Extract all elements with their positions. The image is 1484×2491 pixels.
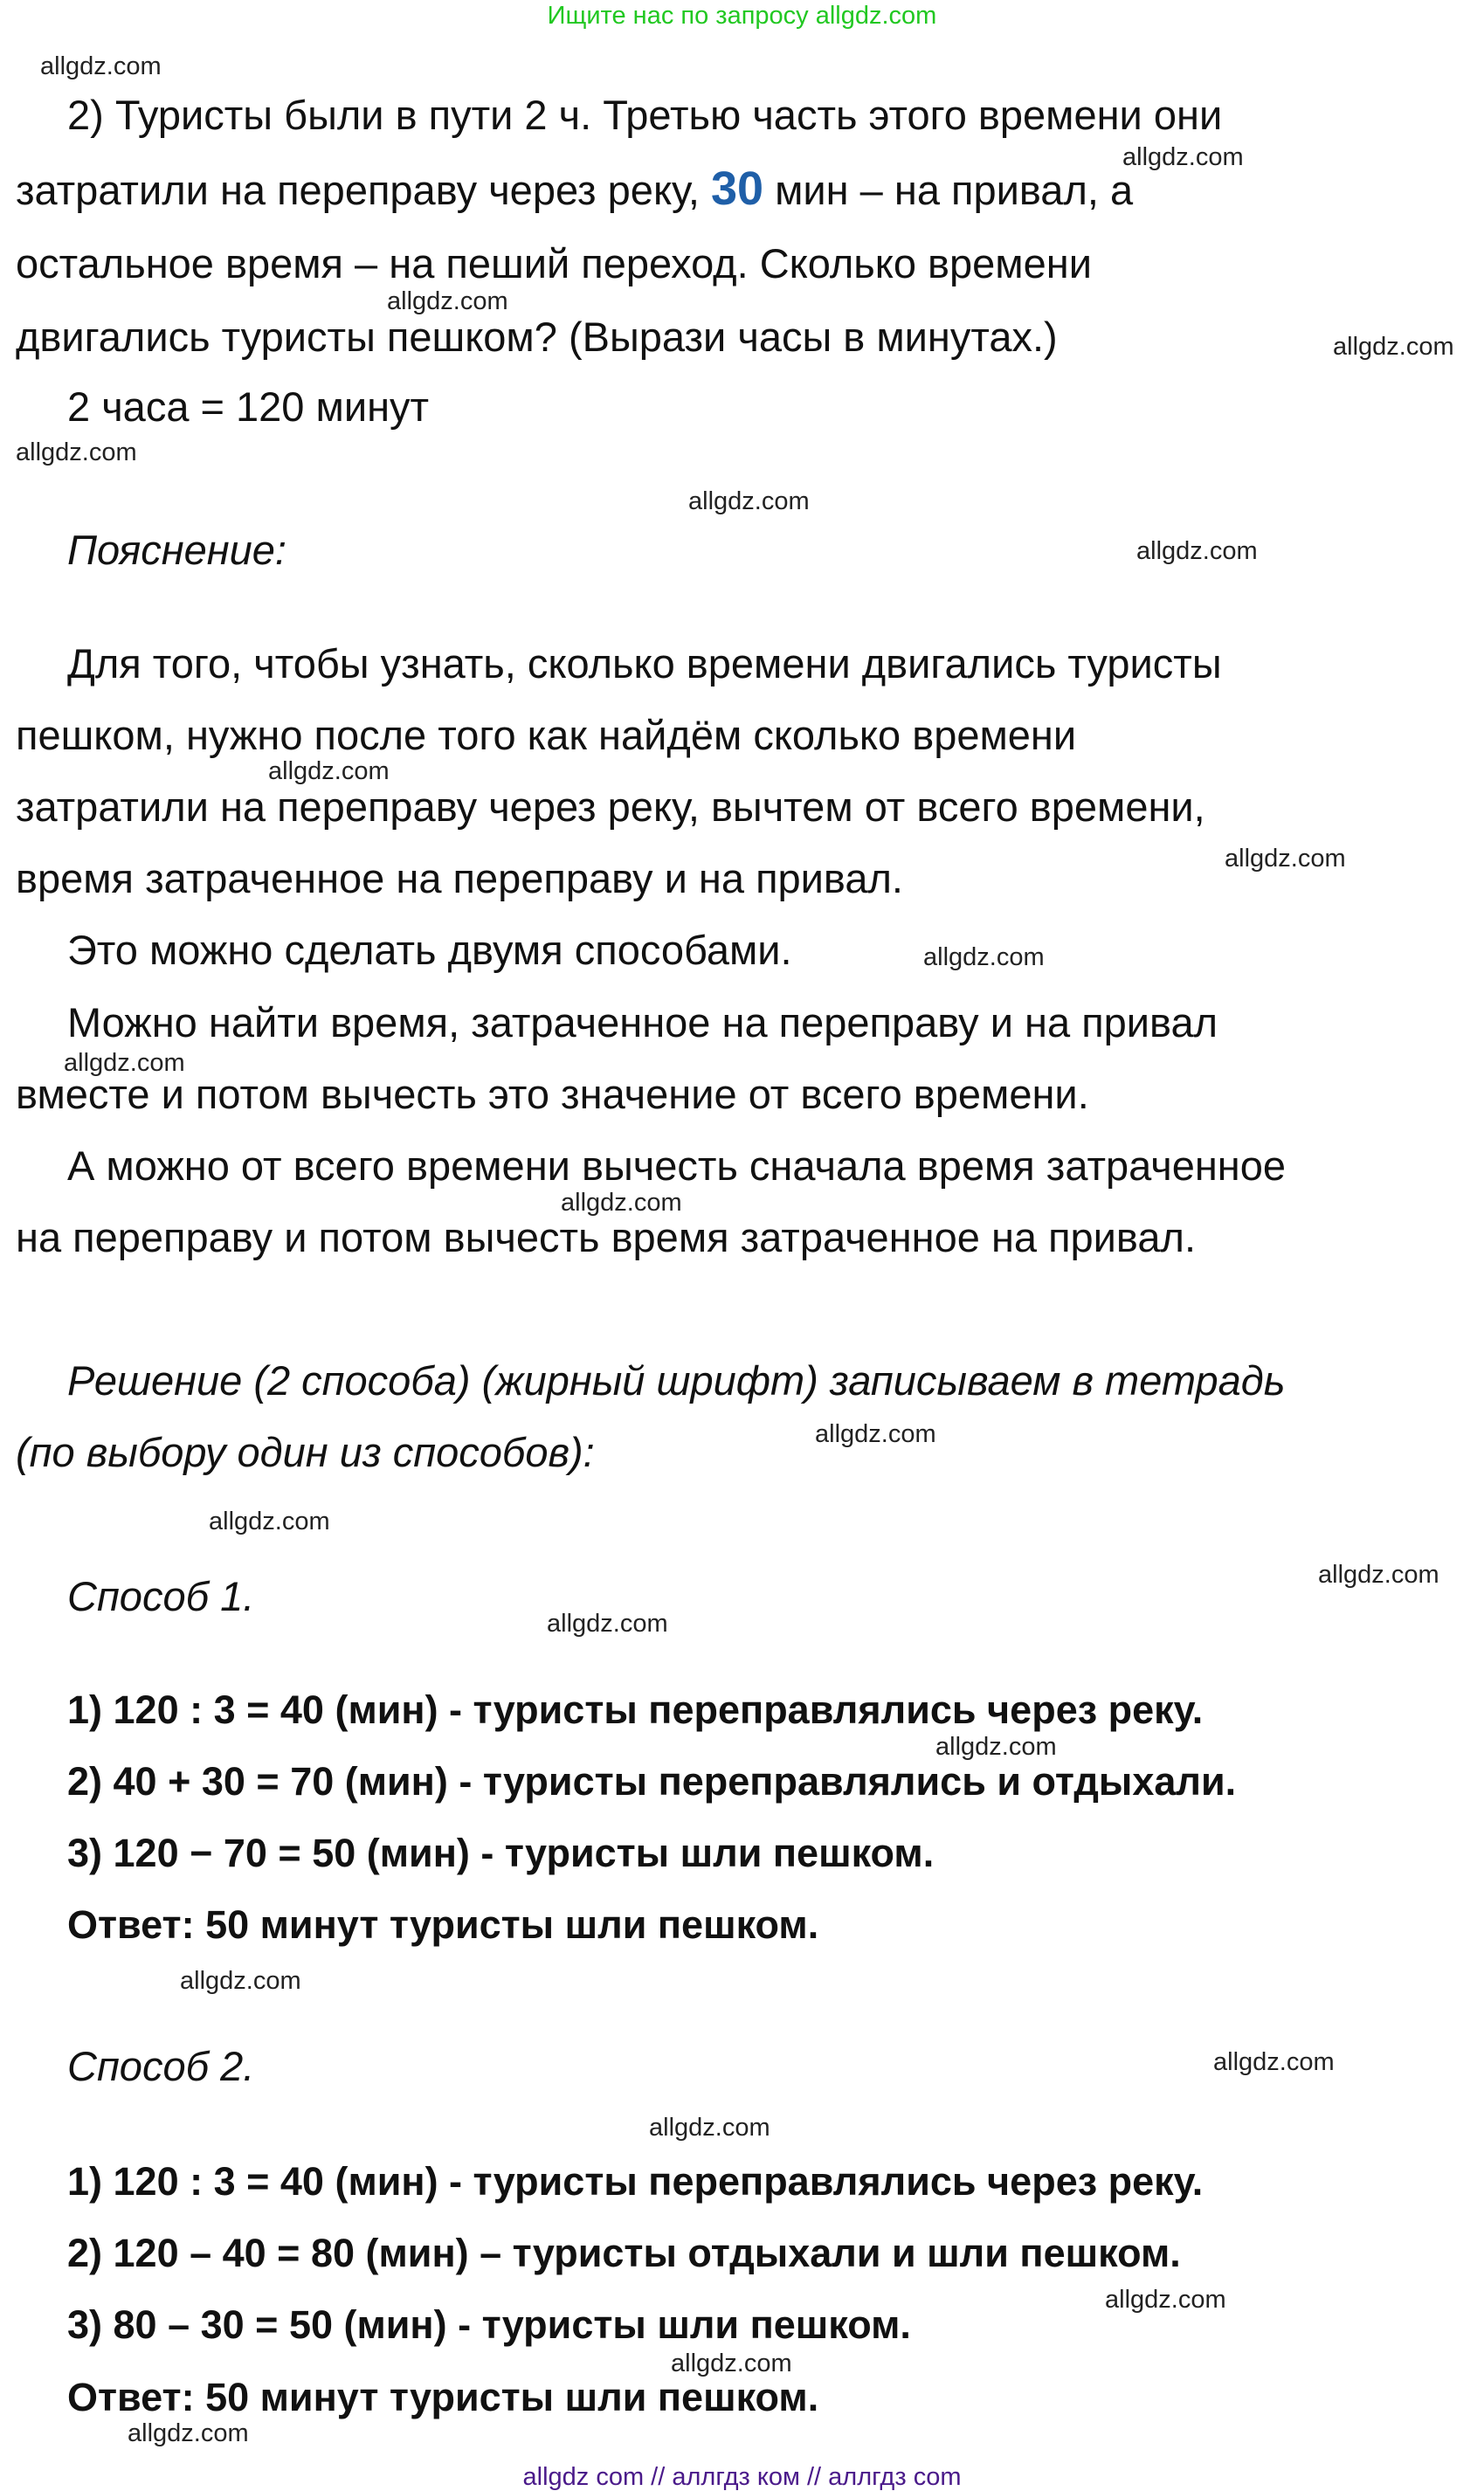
conversion: 2 часа = 120 минут <box>67 383 430 430</box>
watermark: allgdz.com <box>688 487 810 515</box>
method2-step: 2) 120 – 40 = 80 (мин) – туристы отдыхали и шли пешком. <box>67 2231 1181 2275</box>
explanation-title: Пояснение: <box>67 527 286 573</box>
task-text: затратили на переправу через реку, <box>16 167 711 213</box>
task-line: двигались туристы пешком? (Вырази часы в минутах.) <box>16 314 1058 360</box>
explanation-line: вместе и потом вычесть это значение от всего времени. <box>16 1071 1089 1117</box>
watermark: allgdz.com <box>128 2419 249 2447</box>
explanation-line: Для того, чтобы узнать, сколько времени двигались туристы <box>67 640 1222 687</box>
solution-intro: Решение (2 способа) (жирный шрифт) записываем в тетрадь <box>67 1357 1286 1404</box>
watermark: allgdz.com <box>40 52 162 80</box>
task-line <box>16 164 1133 215</box>
watermark: allgdz.com <box>180 1967 301 1995</box>
watermark: allgdz.com <box>209 1508 330 1535</box>
watermark: allgdz.com <box>1136 537 1258 565</box>
explanation-line: Можно найти время, затраченное на переправу и на привал <box>67 999 1218 1045</box>
task-line: 2) Туристы были в пути 2 ч. Третью часть этого времени они <box>67 92 1223 138</box>
watermark: allgdz.com <box>268 757 390 785</box>
footer-links: allgdz com // аллгдз ком // аллгдз com <box>522 2463 962 2491</box>
explanation-line: время затраченное на переправу и на привал. <box>16 855 903 901</box>
method1-step: 1) 120 : 3 = 40 (мин) - туристы переправлялись через реку. <box>67 1687 1204 1732</box>
watermark: allgdz.com <box>935 1733 1057 1761</box>
explanation-line: А можно от всего времени вычесть сначала время затраченное <box>67 1142 1287 1189</box>
method2-step: 3) 80 – 30 = 50 (мин) - туристы шли пешком. <box>67 2302 911 2347</box>
watermark: allgdz.com <box>815 1420 936 1448</box>
method2-step: 1) 120 : 3 = 40 (мин) - туристы переправлялись через реку. <box>67 2159 1204 2204</box>
watermark: allgdz.com <box>1333 333 1454 361</box>
watermark: allgdz.com <box>547 1610 668 1638</box>
watermark: allgdz.com <box>923 943 1045 971</box>
task-line: остальное время – на пеший переход. Сколько времени <box>16 240 1092 286</box>
explanation-line: пешком, нужно после того как найдём сколько времени <box>16 712 1077 758</box>
watermark: allgdz.com <box>1213 2048 1335 2076</box>
watermark: allgdz.com <box>1318 1561 1439 1589</box>
search-banner: Ищите нас по запросу allgdz.com <box>547 2 937 30</box>
watermark: allgdz.com <box>561 1189 682 1217</box>
explanation-line: на переправу и потом вычесть время затраченное на привал. <box>16 1214 1196 1260</box>
method1-step: 2) 40 + 30 = 70 (мин) - туристы переправлялись и отдыхали. <box>67 1759 1237 1804</box>
explanation-line: Это можно сделать двумя способами. <box>67 927 792 973</box>
watermark: allgdz.com <box>64 1049 185 1077</box>
watermark: allgdz.com <box>671 2350 792 2377</box>
method1-answer: Ответ: 50 минут туристы шли пешком. <box>67 1902 819 1947</box>
watermark: allgdz.com <box>16 438 137 466</box>
explanation-line: затратили на переправу через реку, вычтем от всего времени, <box>16 783 1205 830</box>
watermark: allgdz.com <box>387 287 508 315</box>
watermark: allgdz.com <box>1105 2286 1226 2314</box>
task-text: мин – на привал, а <box>763 167 1134 213</box>
watermark: allgdz.com <box>649 2114 770 2142</box>
watermark: allgdz.com <box>1122 143 1244 171</box>
watermark: allgdz.com <box>1225 845 1346 873</box>
method1-title: Способ 1. <box>67 1573 255 1619</box>
method1-step: 3) 120 − 70 = 50 (мин) - туристы шли пешком. <box>67 1831 935 1875</box>
method2-answer: Ответ: 50 минут туристы шли пешком. <box>67 2375 819 2419</box>
highlighted-number: 30 <box>710 162 764 215</box>
solution-intro: (по выбору один из способов): <box>16 1429 595 1475</box>
method2-title: Способ 2. <box>67 2043 255 2089</box>
